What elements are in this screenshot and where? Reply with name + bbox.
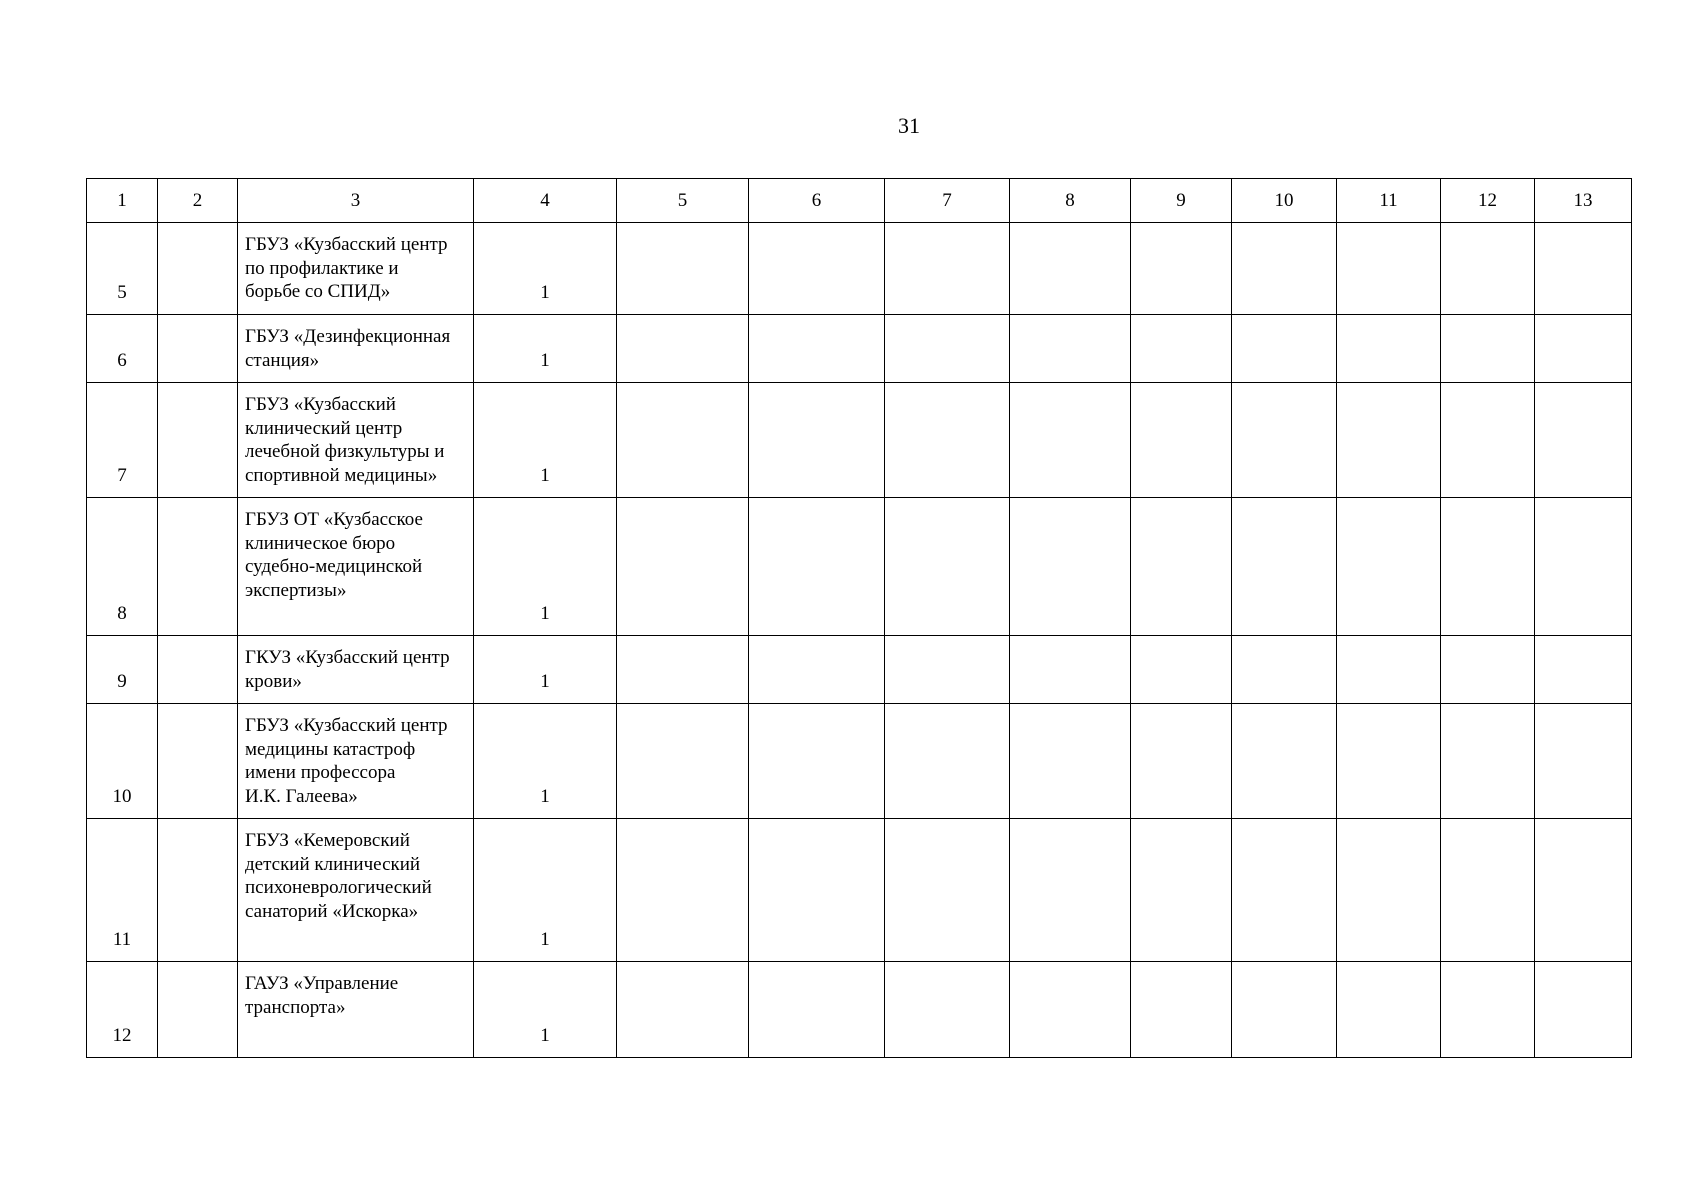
row-number-cell: 7: [87, 383, 158, 498]
empty-cell: [1441, 819, 1535, 962]
empty-cell: [1441, 223, 1535, 315]
empty-cell: [1131, 636, 1232, 704]
column-header: 8: [1010, 179, 1131, 223]
empty-cell: [617, 819, 749, 962]
empty-cell: [749, 498, 885, 636]
empty-cell: [1010, 223, 1131, 315]
empty-cell: [1232, 704, 1337, 819]
empty-cell: [158, 636, 238, 704]
empty-cell: [1441, 383, 1535, 498]
empty-cell: [1131, 498, 1232, 636]
organization-name-line: судебно-медицинской: [245, 556, 423, 577]
empty-cell: [1337, 636, 1441, 704]
organization-name-line: борьбе со СПИД»: [245, 281, 391, 302]
organization-name-line: психоневрологический: [245, 877, 432, 898]
organization-name-line: клиническое бюро: [245, 532, 396, 554]
empty-cell: [885, 962, 1010, 1058]
empty-cell: [1232, 383, 1337, 498]
quantity-cell: 1: [474, 819, 617, 962]
organization-name-line: ГБУЗ «Дезинфекционная: [245, 326, 451, 347]
organization-name-line: транспорта»: [245, 996, 346, 1018]
quantity-cell: 1: [474, 383, 617, 498]
row-number-cell: 10: [87, 704, 158, 819]
organization-name-line: станция»: [245, 349, 320, 371]
empty-cell: [1337, 498, 1441, 636]
empty-cell: [617, 383, 749, 498]
row-number-cell: 9: [87, 636, 158, 704]
empty-cell: [1010, 315, 1131, 383]
empty-cell: [749, 383, 885, 498]
empty-cell: [1131, 704, 1232, 819]
row-number-cell: 12: [87, 962, 158, 1058]
empty-cell: [885, 315, 1010, 383]
column-header: 4: [474, 179, 617, 223]
empty-cell: [617, 962, 749, 1058]
empty-cell: [1010, 819, 1131, 962]
organization-name-line: лечебной физкультуры и: [245, 441, 445, 462]
empty-cell: [617, 315, 749, 383]
empty-cell: [158, 223, 238, 315]
empty-cell: [1441, 962, 1535, 1058]
page-number: 31: [898, 113, 920, 138]
quantity-cell: 1: [474, 704, 617, 819]
empty-cell: [885, 819, 1010, 962]
organization-name-line: санаторий «Искорка»: [245, 900, 419, 922]
empty-cell: [158, 819, 238, 962]
empty-cell: [1131, 315, 1232, 383]
empty-cell: [749, 636, 885, 704]
organization-name-cell: [238, 962, 474, 1058]
empty-cell: [1441, 704, 1535, 819]
empty-cell: [749, 819, 885, 962]
organization-name-line: ГБУЗ ОТ «Кузбасское: [245, 509, 423, 530]
column-header: 1: [87, 179, 158, 223]
empty-cell: [1535, 383, 1632, 498]
table-row: [87, 223, 1632, 315]
empty-cell: [885, 704, 1010, 819]
empty-cell: [1441, 498, 1535, 636]
empty-cell: [617, 223, 749, 315]
header-row: [87, 179, 1632, 223]
empty-cell: [1010, 383, 1131, 498]
row-number-cell: 6: [87, 315, 158, 383]
column-header: 13: [1535, 179, 1632, 223]
table-row: [87, 962, 1632, 1058]
table-row: [87, 498, 1632, 636]
table-row: [87, 383, 1632, 498]
empty-cell: [1535, 636, 1632, 704]
empty-cell: [1535, 704, 1632, 819]
column-header: 6: [749, 179, 885, 223]
organization-name-cell: [238, 383, 474, 498]
quantity-cell: 1: [474, 223, 617, 315]
organization-name-line: ГБУЗ «Кузбасский центр: [245, 715, 448, 736]
empty-cell: [1232, 498, 1337, 636]
quantity-cell: 1: [474, 315, 617, 383]
empty-cell: [158, 498, 238, 636]
empty-cell: [885, 223, 1010, 315]
column-header: 11: [1337, 179, 1441, 223]
empty-cell: [617, 704, 749, 819]
empty-cell: [1232, 962, 1337, 1058]
column-header: 10: [1232, 179, 1337, 223]
empty-cell: [158, 315, 238, 383]
row-number-cell: 5: [87, 223, 158, 315]
quantity-cell: 1: [474, 636, 617, 704]
empty-cell: [617, 498, 749, 636]
empty-cell: [1535, 962, 1632, 1058]
column-header: 9: [1131, 179, 1232, 223]
organization-name-cell: [238, 223, 474, 315]
empty-cell: [1131, 383, 1232, 498]
empty-cell: [749, 223, 885, 315]
empty-cell: [1441, 636, 1535, 704]
column-header: 3: [238, 179, 474, 223]
organization-name-line: спортивной медицины»: [245, 464, 438, 486]
empty-cell: [1232, 315, 1337, 383]
empty-cell: [1010, 636, 1131, 704]
organization-name-line: экспертизы»: [245, 579, 347, 601]
empty-cell: [1337, 962, 1441, 1058]
organization-name-line: детский клинический: [245, 853, 421, 875]
empty-cell: [1232, 819, 1337, 962]
table-row: [87, 704, 1632, 819]
organization-name-cell: [238, 315, 474, 383]
empty-cell: [158, 962, 238, 1058]
data-table: [86, 178, 1632, 1058]
empty-cell: [1010, 704, 1131, 819]
column-header: 7: [885, 179, 1010, 223]
empty-cell: [749, 962, 885, 1058]
column-header: 5: [617, 179, 749, 223]
empty-cell: [1232, 636, 1337, 704]
empty-cell: [885, 383, 1010, 498]
empty-cell: [885, 498, 1010, 636]
empty-cell: [1337, 223, 1441, 315]
empty-cell: [158, 383, 238, 498]
organization-name-line: по профилактике и: [245, 257, 399, 279]
empty-cell: [1337, 819, 1441, 962]
table-row: [87, 636, 1632, 704]
organization-name-cell: [238, 498, 474, 636]
empty-cell: [1131, 819, 1232, 962]
organization-name-cell: [238, 819, 474, 962]
empty-cell: [1535, 223, 1632, 315]
empty-cell: [158, 704, 238, 819]
organization-name-line: медицины катастроф: [245, 738, 416, 760]
empty-cell: [1010, 498, 1131, 636]
empty-cell: [1232, 223, 1337, 315]
organization-name-line: ГБУЗ «Кемеровский: [245, 830, 410, 851]
empty-cell: [1535, 498, 1632, 636]
empty-cell: [1535, 819, 1632, 962]
organization-name-line: ГБУЗ «Кузбасский центр: [245, 234, 448, 255]
empty-cell: [617, 636, 749, 704]
column-header: 2: [158, 179, 238, 223]
organization-name-line: клинический центр: [245, 417, 403, 439]
organization-name-cell: [238, 704, 474, 819]
organization-name-line: ГКУЗ «Кузбасский центр: [245, 647, 450, 668]
empty-cell: [749, 704, 885, 819]
row-number-cell: 8: [87, 498, 158, 636]
empty-cell: [1010, 962, 1131, 1058]
empty-cell: [1535, 315, 1632, 383]
organization-name-line: ГАУЗ «Управление: [245, 973, 399, 994]
empty-cell: [885, 636, 1010, 704]
row-number-cell: 11: [87, 819, 158, 962]
empty-cell: [1131, 962, 1232, 1058]
empty-cell: [1441, 315, 1535, 383]
organization-name-cell: [238, 636, 474, 704]
empty-cell: [1337, 383, 1441, 498]
column-header: 12: [1441, 179, 1535, 223]
empty-cell: [1337, 704, 1441, 819]
table-row: [87, 315, 1632, 383]
organization-name-line: имени профессора: [245, 762, 396, 783]
table-row: [87, 819, 1632, 962]
organization-name-line: крови»: [245, 670, 302, 692]
quantity-cell: 1: [474, 498, 617, 636]
organization-name-line: И.К. Галеева»: [245, 785, 358, 807]
empty-cell: [1131, 223, 1232, 315]
empty-cell: [1337, 315, 1441, 383]
organization-name-line: ГБУЗ «Кузбасский: [245, 394, 396, 415]
quantity-cell: 1: [474, 962, 617, 1058]
empty-cell: [749, 315, 885, 383]
